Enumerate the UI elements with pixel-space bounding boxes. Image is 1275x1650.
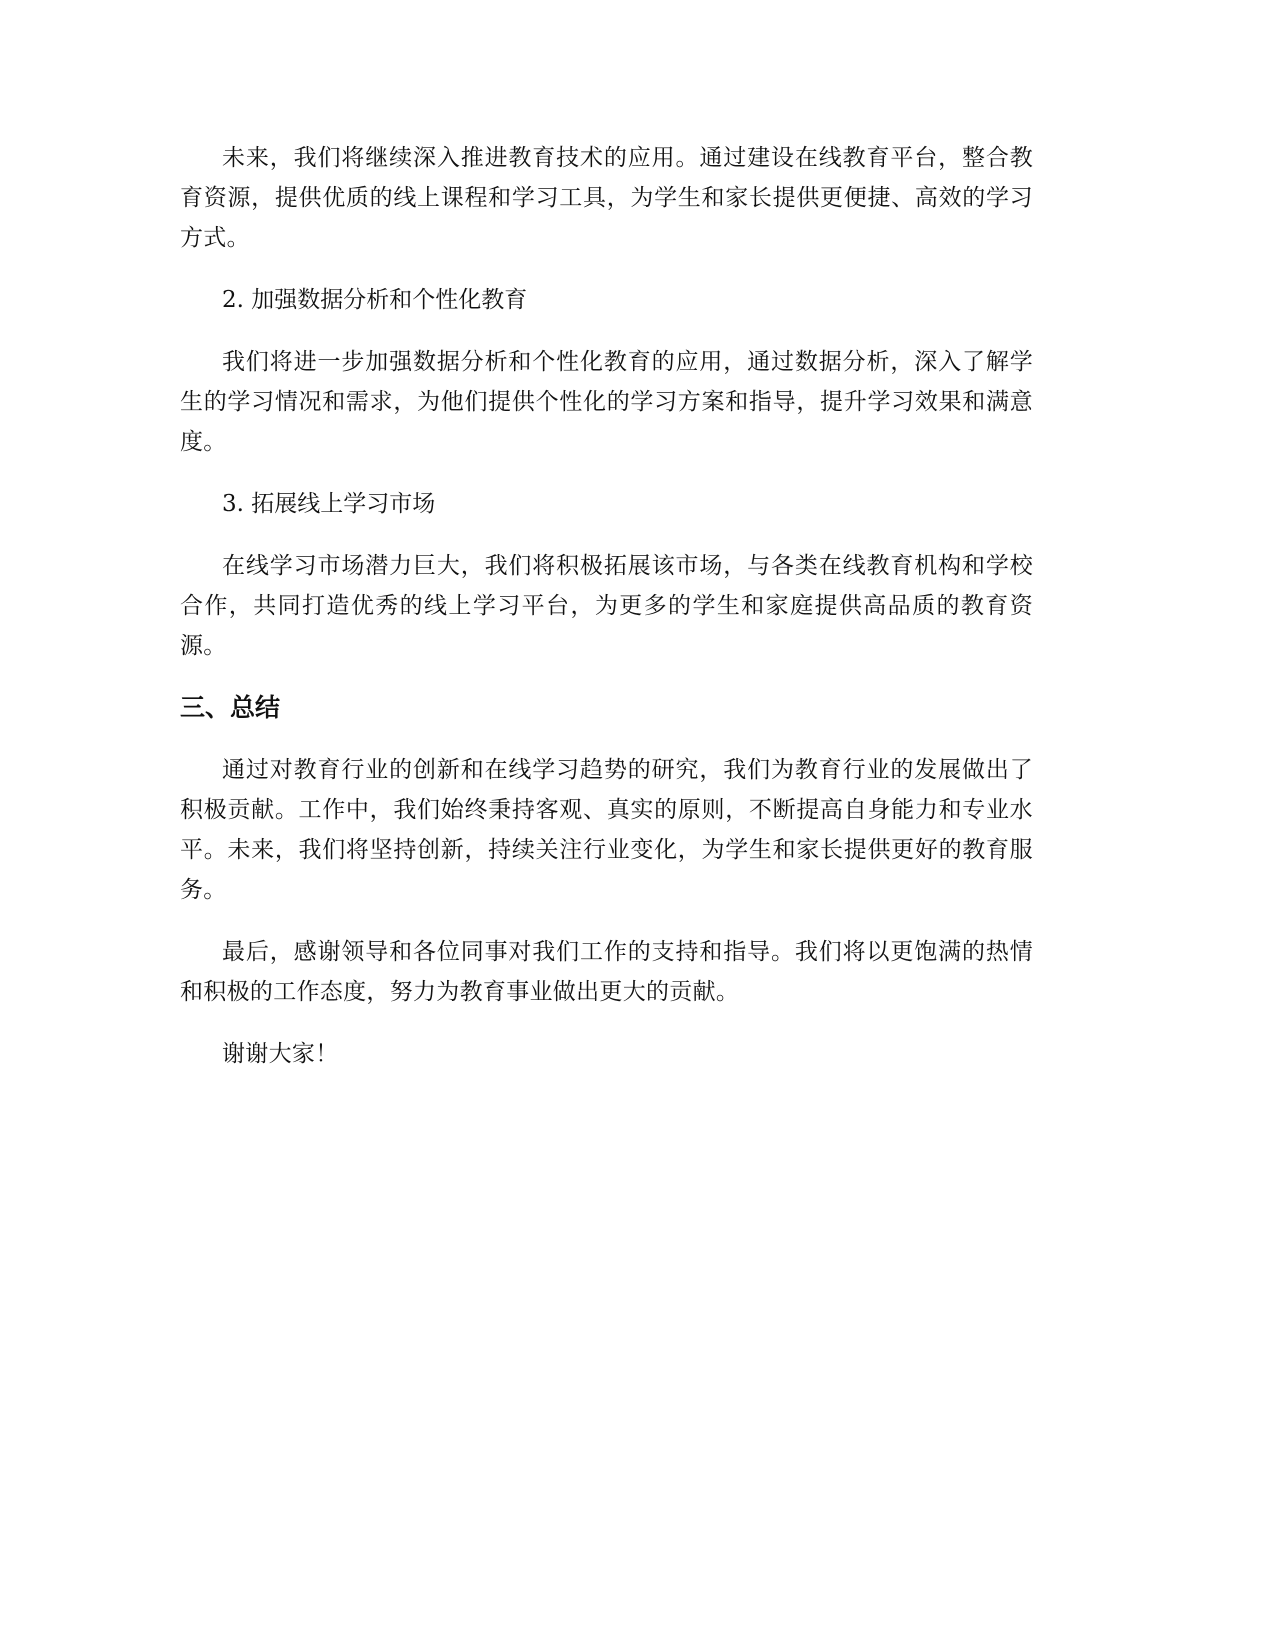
- paragraph-future-tech: 未来，我们将继续深入推进教育技术的应用。通过建设在线教育平台，整合教育资源，提供优质的线上课程和学习工具，为学生和家长提供更便捷、高效的学习方式。: [180, 145, 1033, 251]
- paragraph-closing: 谢谢大家！: [222, 1041, 339, 1067]
- paragraph-summary: 通过对教育行业的创新和在线学习趋势的研究，我们为教育行业的发展做出了积极贡献。工作中，我们始终秉持客观、真实的原则，不断提高自身能力和专业水平。未来，我们将坚持创新，持续关注行业变化，为学生和家长提供更好的教育服务。: [180, 757, 1033, 903]
- item-heading-data-analysis: 2. 加强数据分析和个性化教育: [222, 287, 528, 313]
- paragraph-data-analysis: 我们将进一步加强数据分析和个性化教育的应用，通过数据分析，深入了解学生的学习情况和需求，为他们提供个性化的学习方案和指导，提升学习效果和满意度。: [180, 349, 1033, 455]
- paragraph-online-market: 在线学习市场潜力巨大，我们将积极拓展该市场，与各类在线教育机构和学校合作，共同打造优秀的线上学习平台，为更多的学生和家庭提供高品质的教育资源。: [180, 553, 1033, 659]
- paragraph-thanks: 最后，感谢领导和各位同事对我们工作的支持和指导。我们将以更饱满的热情和积极的工作态度，努力为教育事业做出更大的贡献。: [180, 939, 1033, 1005]
- section-heading-summary: 三、总结: [180, 693, 281, 722]
- document-page: [180, 138, 1033, 1074]
- item-heading-online-market: 3. 拓展线上学习市场: [222, 491, 436, 517]
